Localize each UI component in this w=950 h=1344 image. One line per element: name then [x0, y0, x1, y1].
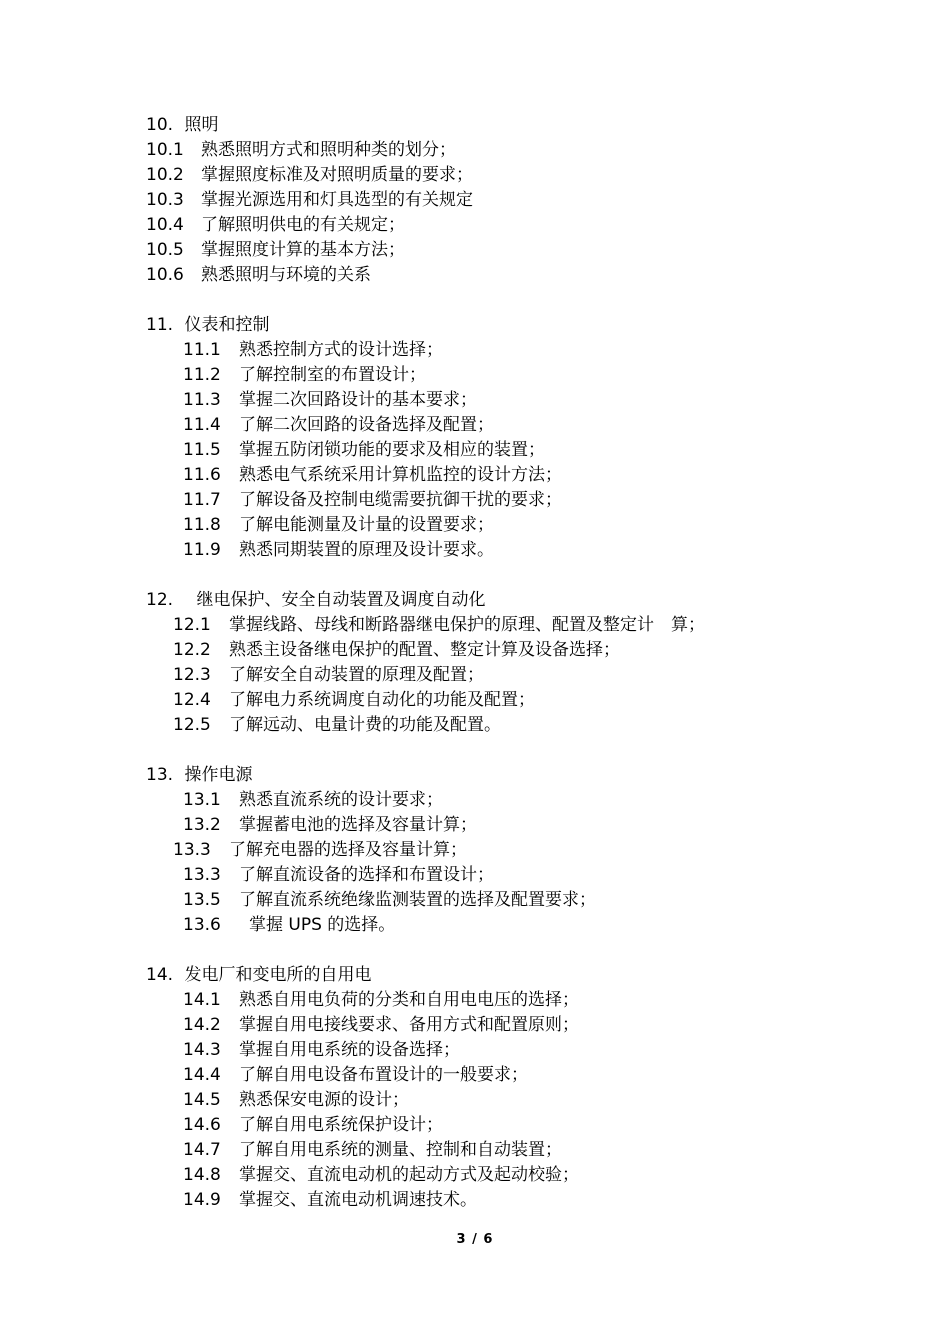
page-indicator: 3 / 6	[456, 1232, 494, 1247]
item-number: 11.7	[183, 490, 221, 510]
list-item	[173, 688, 535, 713]
item-number: 10.6	[146, 265, 184, 285]
item-number: 13.1	[183, 790, 221, 810]
item-number: 13.2	[183, 815, 221, 835]
item-text: 了解自用电系统的测量、控制和自动装置；	[239, 1140, 562, 1160]
item-text: 了解电力系统调度自动化的功能及配置；	[229, 690, 535, 710]
item-text: 熟悉照明方式和照明种类的划分；	[201, 140, 456, 160]
list-item	[183, 388, 477, 413]
list-item	[183, 1063, 528, 1088]
item-number: 14.8	[183, 1165, 221, 1185]
item-text: 掌握交、直流电动机调速技术。	[239, 1190, 477, 1210]
list-item	[146, 188, 473, 213]
section-title: 照明	[184, 115, 219, 135]
item-text: 熟悉控制方式的设计选择；	[239, 340, 443, 360]
list-item	[183, 1163, 579, 1188]
list-item	[183, 1088, 409, 1113]
section-number: 11.	[146, 315, 174, 335]
item-text: 了解充电器的选择及容量计算；	[229, 840, 467, 860]
item-number: 14.1	[183, 990, 221, 1010]
item-text: 熟悉主设备继电保护的配置、整定计算及设备选择；	[229, 640, 620, 660]
list-item	[173, 713, 501, 738]
list-item	[183, 538, 494, 563]
section-title: 仪表和控制	[184, 315, 270, 335]
item-number: 12.5	[173, 715, 211, 735]
list-item	[183, 888, 596, 913]
item-text: 了解远动、电量计费的功能及配置。	[229, 715, 501, 735]
item-number: 11.4	[183, 415, 221, 435]
item-number: 11.3	[183, 390, 221, 410]
item-text: 了解设备及控制电缆需要抗御干扰的要求；	[239, 490, 562, 510]
list-item	[183, 788, 443, 813]
list-item	[173, 638, 620, 663]
item-text: 了解自用电系统保护设计；	[239, 1115, 443, 1135]
list-item	[183, 1138, 562, 1163]
item-number: 11.1	[183, 340, 221, 360]
item-text: 了解控制室的布置设计；	[239, 365, 426, 385]
item-text: 掌握 UPS 的选择。	[249, 915, 396, 935]
item-text: 掌握蓄电池的选择及容量计算；	[239, 815, 477, 835]
item-number: 14.4	[183, 1065, 221, 1085]
list-item	[146, 138, 456, 163]
list-item	[183, 1113, 443, 1138]
item-text: 了解直流系统绝缘监测装置的选择及配置要求；	[239, 890, 596, 910]
item-number: 13.6	[183, 915, 221, 935]
list-item	[183, 913, 395, 938]
item-number: 14.7	[183, 1140, 221, 1160]
list-item	[183, 488, 562, 513]
item-number: 12.3	[173, 665, 211, 685]
section-heading	[146, 588, 485, 613]
item-text: 熟悉自用电负荷的分类和自用电电压的选择；	[239, 990, 579, 1010]
list-item	[183, 863, 494, 888]
item-text: 了解直流设备的选择和布置设计；	[239, 865, 494, 885]
list-item	[173, 613, 705, 638]
item-number: 10.1	[146, 140, 184, 160]
item-number: 13.3	[183, 865, 221, 885]
item-text: 掌握光源选用和灯具选型的有关规定	[201, 190, 473, 210]
list-item	[183, 813, 477, 838]
list-item	[183, 1038, 460, 1063]
item-text: 了解安全自动装置的原理及配置；	[229, 665, 484, 685]
item-number: 11.8	[183, 515, 221, 535]
list-item	[146, 163, 473, 188]
item-number: 10.4	[146, 215, 184, 235]
section-heading	[146, 313, 269, 338]
item-number: 14.9	[183, 1190, 221, 1210]
section-title: 继电保护、安全自动装置及调度自动化	[196, 590, 486, 610]
section-number: 13.	[146, 765, 174, 785]
section-title: 发电厂和变电所的自用电	[184, 965, 372, 985]
section-heading	[146, 113, 218, 138]
section-title: 操作电源	[184, 765, 253, 785]
item-text: 了解二次回路的设备选择及配置；	[239, 415, 494, 435]
item-text: 熟悉直流系统的设计要求；	[239, 790, 443, 810]
item-text: 熟悉同期装置的原理及设计要求。	[239, 540, 494, 560]
list-item	[173, 838, 467, 863]
item-number: 10.2	[146, 165, 184, 185]
item-text: 了解自用电设备布置设计的一般要求；	[239, 1065, 528, 1085]
item-number: 11.6	[183, 465, 221, 485]
list-item	[183, 988, 579, 1013]
item-number: 11.5	[183, 440, 221, 460]
item-text: 掌握自用电系统的设备选择；	[239, 1040, 460, 1060]
item-number: 14.6	[183, 1115, 221, 1135]
item-text: 掌握照度计算的基本方法；	[201, 240, 405, 260]
list-item	[146, 213, 405, 238]
item-text: 掌握二次回路设计的基本要求；	[239, 390, 477, 410]
list-item	[183, 1188, 477, 1213]
item-text: 掌握线路、母线和断路器继电保护的原理、配置及整定计 算；	[229, 615, 705, 635]
item-text: 掌握照度标准及对照明质量的要求；	[201, 165, 473, 185]
list-item	[183, 513, 494, 538]
list-item	[183, 413, 494, 438]
item-number: 11.9	[183, 540, 221, 560]
list-item	[146, 263, 371, 288]
item-text: 掌握自用电接线要求、备用方式和配置原则；	[239, 1015, 579, 1035]
list-item	[173, 663, 484, 688]
section-heading	[146, 763, 252, 788]
section-heading	[146, 963, 371, 988]
item-text: 了解照明供电的有关规定；	[201, 215, 405, 235]
item-text: 熟悉照明与环境的关系	[201, 265, 371, 285]
item-number: 14.3	[183, 1040, 221, 1060]
list-item	[183, 438, 545, 463]
list-item	[183, 463, 562, 488]
section-number: 10.	[146, 115, 174, 135]
item-number: 14.2	[183, 1015, 221, 1035]
list-item	[183, 1013, 579, 1038]
item-text: 了解电能测量及计量的设置要求；	[239, 515, 494, 535]
item-text: 掌握交、直流电动机的起动方式及起动校验；	[239, 1165, 579, 1185]
item-number: 12.4	[173, 690, 211, 710]
item-number: 12.2	[173, 640, 211, 660]
item-number: 10.3	[146, 190, 184, 210]
item-text: 熟悉电气系统采用计算机监控的设计方法；	[239, 465, 562, 485]
item-number: 12.1	[173, 615, 211, 635]
list-item	[146, 238, 405, 263]
item-text: 熟悉保安电源的设计；	[239, 1090, 409, 1110]
list-item	[183, 363, 426, 388]
section-number: 14.	[146, 965, 174, 985]
section-number: 12.	[146, 590, 174, 610]
item-number: 13.5	[183, 890, 221, 910]
item-text: 掌握五防闭锁功能的要求及相应的装置；	[239, 440, 545, 460]
item-number: 11.2	[183, 365, 221, 385]
item-number: 13.3	[173, 840, 211, 860]
item-number: 10.5	[146, 240, 184, 260]
item-number: 14.5	[183, 1090, 221, 1110]
list-item	[183, 338, 443, 363]
